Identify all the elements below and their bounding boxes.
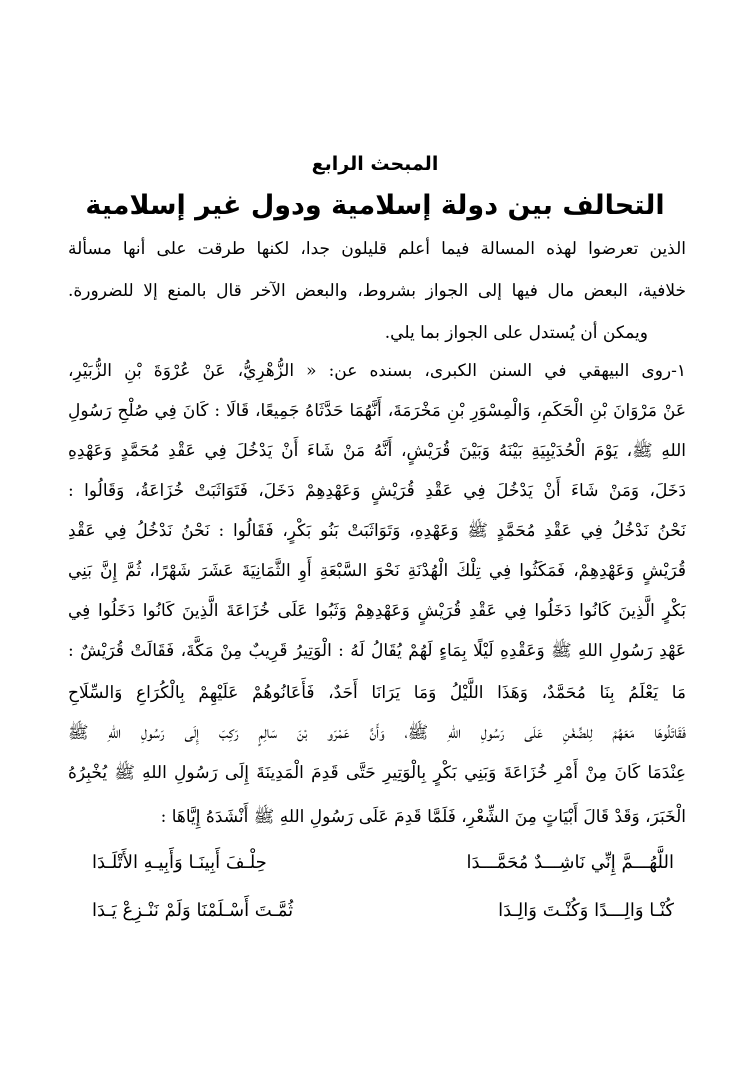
- verse-second-half: حِلْـفَ أَبِينَـا وَأَبِيـهِ الأَتْلَـدَا: [92, 852, 267, 873]
- paragraph-line: بَكْرٍ الَّذِينَ كَانُوا دَخَلُوا فِي عَقْدِ قُرَيْشٍ وَعَهْدِهِمْ وَثَبُوا عَلَى خُزَاعَةَ الَّذِينَ كَانُوا دَخَلُوا فِي: [68, 601, 686, 621]
- paragraph-line: نَحْنُ نَدْخُلُ فِي عَقْدِ مُحَمَّدٍ ﷺ وَعَهْدِهِ، وَتَوَاثَبَتْ بَنُو بَكْرٍ، فَقَالُوا : نَحْنُ نَدْخُلُ فِي عَقْدِ: [68, 521, 686, 541]
- paragraph-line: اللهِ ﷺ، يَوْمَ الْحُدَيْبِيَةِ بَيْنَهُ وَبَيْنَ قُرَيْشٍ، أَنَّهُ مَنْ شَاءَ أَنْ يَدْخُلَ فِي عَقْدِ مُحَمَّدٍ وَعَهْدِهِ: [68, 441, 686, 461]
- paragraph-line: دَخَلَ، وَمَنْ شَاءَ أَنْ يَدْخُلَ فِي عَقْدِ قُرَيْشٍ وَعَهْدِهِمْ دَخَلَ، فَتَوَاثَبَتْ خُزَاعَةُ، وَقَالُوا :: [68, 481, 686, 501]
- paragraph-line: ١-روى البيهقي في السنن الكبرى، بسنده عن: « الزُّهْرِيُّ، عَنْ عُرْوَةَ بْنِ الزُّبَيْرِ،: [68, 361, 686, 381]
- paragraph-line: عِنْدَمَا كَانَ مِنْ أَمْرِ خُزَاعَةَ وَبَنِي بَكْرٍ بِالْوَتِيرِ حَتَّى قَدِمَ الْمَدِينَةَ إِلَى رَسُولِ اللهِ ﷺ يُخْبِرُهُ: [68, 763, 686, 783]
- verse-second-half: ثُمَّـتَ أَسْـلَمْنَا وَلَمْ نَنْـزِعْ يَـدَا: [92, 900, 294, 921]
- paragraph-line: قُرَيْشٍ وَعَهْدِهِمْ، فَمَكَثُوا فِي تِلْكَ الْهُدْنَةِ نَحْوَ السَّبْعَةِ أَوِ الثَّمَانِيَةَ عَشَرَ شَهْرًا، ثُمَّ إِنَّ بَنِي: [68, 561, 686, 581]
- verse-first-half: اللَّهُـــمَّ إِنِّي نَاشِـــدٌ مُحَمَّـــدَا: [466, 852, 674, 873]
- paragraph-line: الذين تعرضوا لهذه المسالة فيما أعلم قليلون جدا، لكنها طرقت على أنها مسألة: [68, 239, 686, 259]
- paragraph-line: عَهْدِ رَسُولِ اللهِ ﷺ وَعَقْدِهِ لَيْلًا بِمَاءٍ لَهُمْ يُقَالُ لَهُ : الْوَتِيرُ قَرِيبٌ مِنْ مَكَّةَ، فَقَالَتْ قُرَيْشٌ :: [68, 641, 686, 661]
- paragraph-line: خلافية، البعض مال فيها إلى الجواز بشروط، والبعض الآخر قال بالمنع إلا للضرورة.: [68, 281, 686, 301]
- verse-first-half: كُنْـا وَالِـــدًا وَكُنْـتَ وَالِـدَا: [498, 900, 674, 921]
- paragraph-line: الْخَبَرَ، وَقَدْ قَالَ أَبْيَاتٍ مِنَ الشِّعْرِ، فَلَمَّا قَدِمَ عَلَى رَسُولِ اللهِ ﷺ أَنْشَدَهُ إِيَّاهَا :: [160, 807, 686, 827]
- paragraph-line: فَقَاتَلُوهَا مَعَهُمْ لِلضِّغْنِ عَلَى رَسُولِ اللهِ ﷺ، وَأَنَّ عَمْرَو بْنَ سَالِمٍ رَكِبَ إِلَى رَسُولِ اللهِ ﷺ: [68, 723, 686, 743]
- paragraph-line: مَا يَعْلَمُ بِنَا مُحَمَّدٌ، وَهَذَا اللَّيْلُ وَمَا يَرَانَا أَحَدٌ، فَأَعَانُوهُمْ عَلَيْهِمْ بِالْكُرَاعِ وَالسِّلَاحِ: [68, 683, 686, 703]
- section-title: التحالف بين دولة إسلامية ودول غير إسلامية: [85, 190, 665, 221]
- paragraph-line: عَنْ مَرْوَانَ بْنِ الْحَكَمِ، وَالْمِسْوَرِ بْنِ مَخْرَمَةَ، أَنَّهُمَا حَدَّثَاهُ جَمِيعًا، قَالَا : كَانَ فِي صُلْحِ رَسُولِ: [68, 401, 686, 421]
- paragraph-line: ويمكن أن يُستدل على الجواز بما يلي.: [384, 323, 648, 343]
- section-label: المبحث الرابع: [311, 153, 439, 175]
